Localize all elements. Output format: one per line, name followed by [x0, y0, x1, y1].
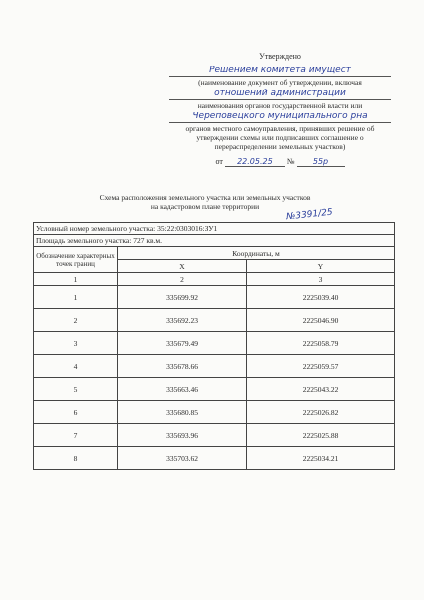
approval-line-3	[169, 110, 391, 123]
cell-x: 335703.62	[118, 447, 247, 470]
approval-date-row	[165, 157, 395, 167]
coordinates-table	[33, 222, 395, 470]
approval-block	[165, 52, 395, 167]
approval-number: 55р	[297, 157, 345, 167]
table-row	[34, 355, 395, 378]
cell-point: 8	[34, 447, 118, 470]
approval-line-2	[169, 87, 391, 100]
number-label: №	[286, 157, 295, 166]
approval-note-3: органов местного самоуправления, принявших решение об утверждении схемы или подписавших соглашение о перераспределении земельных участков)	[185, 124, 375, 151]
table-row	[34, 332, 395, 355]
cell-x: 335678.66	[118, 355, 247, 378]
column-number-3: 3	[247, 273, 395, 286]
cell-point: 5	[34, 378, 118, 401]
table-row	[34, 401, 395, 424]
cell-point: 7	[34, 424, 118, 447]
handwritten-text-2: отношений администрации	[214, 89, 346, 98]
cell-y: 2225039.40	[247, 286, 395, 309]
approval-note-1: (наименование документ об утверждении, включая	[198, 78, 362, 87]
handwritten-text-3: Череповецкого муниципального рна	[192, 112, 368, 121]
header-x: X	[118, 260, 247, 273]
handwritten-text-1: Решением комитета имущест	[209, 66, 351, 75]
cell-y: 2225034.21	[247, 447, 395, 470]
cell-x: 335663.46	[118, 378, 247, 401]
approval-line-1	[169, 64, 391, 77]
cell-point: 1	[34, 286, 118, 309]
plot-area: Площадь земельного участка: 727 кв.м.	[34, 235, 395, 247]
header-designation: Обозначение характерных точек границ	[34, 247, 118, 273]
approval-title: Утверждено	[259, 52, 301, 61]
table-row	[34, 286, 395, 309]
cell-y: 2225026.82	[247, 401, 395, 424]
conditional-number: Условный номер земельного участка: 35:22:0303016:ЗУ1	[34, 223, 395, 235]
scheme-title-line-2: на кадастровом плане территории	[150, 202, 260, 211]
cell-x: 335692.23	[118, 309, 247, 332]
cell-point: 3	[34, 332, 118, 355]
table-row	[34, 309, 395, 332]
cell-y: 2225046.90	[247, 309, 395, 332]
cell-x: 335693.96	[118, 424, 247, 447]
cell-y: 2225059.57	[247, 355, 395, 378]
scheme-title-line-1: Схема расположения земельного участка или земельных участков	[99, 193, 311, 202]
cell-y: 2225025.88	[247, 424, 395, 447]
column-number-1: 1	[34, 273, 118, 286]
table-row	[34, 424, 395, 447]
cell-point: 6	[34, 401, 118, 424]
cell-point: 4	[34, 355, 118, 378]
approval-note-2: наименования органов государственной власти или	[197, 101, 363, 110]
from-label: от	[215, 157, 223, 166]
scheme-title	[70, 193, 340, 211]
header-coordinates: Координаты, м	[118, 247, 395, 260]
table-row	[34, 378, 395, 401]
registration-stamp: №3391/25	[285, 207, 334, 223]
cell-x: 335699.92	[118, 286, 247, 309]
cell-point: 2	[34, 309, 118, 332]
cell-y: 2225058.79	[247, 332, 395, 355]
table-row	[34, 447, 395, 470]
header-y: Y	[247, 260, 395, 273]
cell-y: 2225043.22	[247, 378, 395, 401]
cell-x: 335679.49	[118, 332, 247, 355]
column-number-2: 2	[118, 273, 247, 286]
approval-date: 22.05.25	[225, 157, 285, 167]
cell-x: 335680.85	[118, 401, 247, 424]
